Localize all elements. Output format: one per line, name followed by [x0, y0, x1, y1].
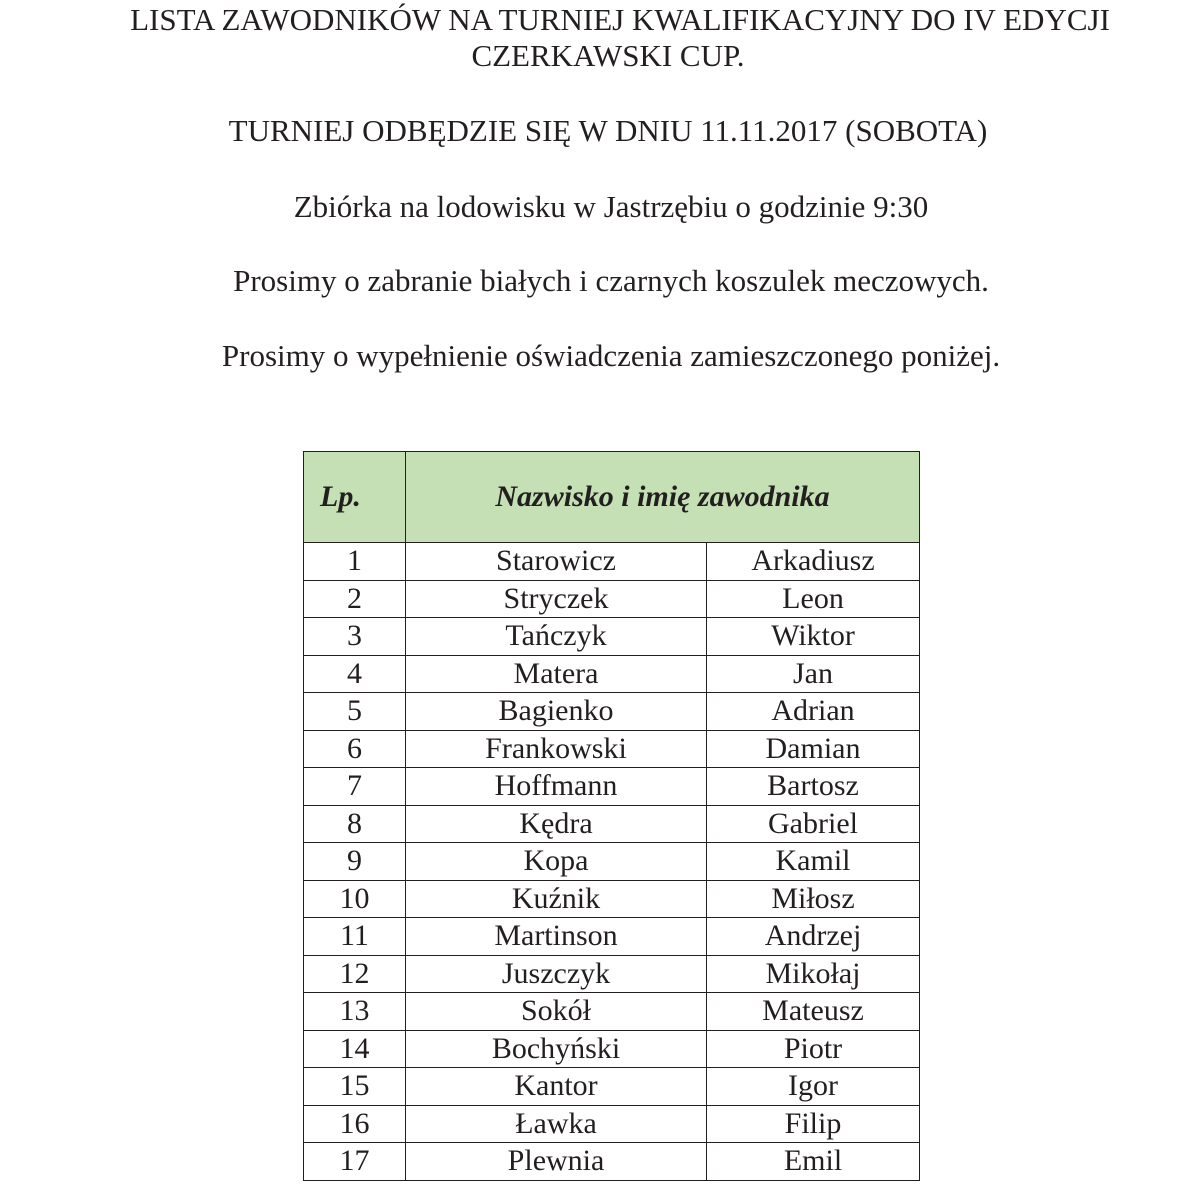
row-number: 8	[304, 805, 406, 843]
row-surname: Stryczek	[406, 580, 707, 618]
table-row	[304, 993, 920, 1031]
table-row	[304, 655, 920, 693]
row-surname: Martinson	[406, 918, 707, 956]
row-first-name: Miłosz	[707, 880, 920, 918]
table-body	[304, 543, 920, 1181]
row-surname: Plewnia	[406, 1143, 707, 1181]
row-first-name: Wiktor	[707, 618, 920, 656]
meeting-info: Zbiórka na lodowisku w Jastrzębiu o godzinie 9:30	[293, 189, 929, 224]
row-number: 15	[304, 1068, 406, 1106]
table-row	[304, 955, 920, 993]
row-first-name: Filip	[707, 1105, 920, 1143]
row-surname: Sokół	[406, 993, 707, 1031]
row-surname: Starowicz	[406, 543, 707, 581]
row-number: 9	[304, 843, 406, 881]
row-number: 1	[304, 543, 406, 581]
row-surname: Ławka	[406, 1105, 707, 1143]
table-row	[304, 1068, 920, 1106]
row-first-name: Gabriel	[707, 805, 920, 843]
table-row	[304, 805, 920, 843]
players-table	[303, 451, 920, 1181]
row-number: 12	[304, 955, 406, 993]
row-number: 17	[304, 1143, 406, 1181]
row-number: 16	[304, 1105, 406, 1143]
table-row	[304, 730, 920, 768]
row-first-name: Mateusz	[707, 993, 920, 1031]
table-row	[304, 618, 920, 656]
row-surname: Bagienko	[406, 693, 707, 731]
row-surname: Kopa	[406, 843, 707, 881]
row-number: 10	[304, 880, 406, 918]
table-row	[304, 1143, 920, 1181]
row-surname: Matera	[406, 655, 707, 693]
header-name: Nazwisko i imię zawodnika	[406, 452, 920, 543]
row-number: 4	[304, 655, 406, 693]
title-line-2: CZERKAWSKI CUP.	[471, 38, 745, 73]
table-row	[304, 880, 920, 918]
row-surname: Kuźnik	[406, 880, 707, 918]
row-first-name: Adrian	[707, 693, 920, 731]
row-surname: Frankowski	[406, 730, 707, 768]
table-row	[304, 580, 920, 618]
table-row	[304, 768, 920, 806]
row-number: 7	[304, 768, 406, 806]
row-first-name: Mikołaj	[707, 955, 920, 993]
row-surname: Kędra	[406, 805, 707, 843]
row-surname: Hoffmann	[406, 768, 707, 806]
tournament-date: TURNIEJ ODBĘDZIE SIĘ W DNIU 11.11.2017 (SOBOTA)	[228, 113, 988, 148]
row-surname: Tańczyk	[406, 618, 707, 656]
row-first-name: Damian	[707, 730, 920, 768]
row-first-name: Jan	[707, 655, 920, 693]
row-number: 14	[304, 1030, 406, 1068]
row-surname: Kantor	[406, 1068, 707, 1106]
row-first-name: Emil	[707, 1143, 920, 1181]
row-surname: Bochyński	[406, 1030, 707, 1068]
table-row	[304, 1105, 920, 1143]
title-line-1: LISTA ZAWODNIKÓW NA TURNIEJ KWALIFIKACYJNY DO IV EDYCJI	[130, 2, 1110, 37]
row-first-name: Piotr	[707, 1030, 920, 1068]
header-lp: Lp.	[304, 452, 406, 543]
table-header-row	[304, 452, 920, 543]
row-number: 13	[304, 993, 406, 1031]
row-number: 11	[304, 918, 406, 956]
row-number: 3	[304, 618, 406, 656]
row-number: 5	[304, 693, 406, 731]
table-row	[304, 1030, 920, 1068]
table-row	[304, 543, 920, 581]
table-row	[304, 843, 920, 881]
row-first-name: Leon	[707, 580, 920, 618]
row-first-name: Bartosz	[707, 768, 920, 806]
row-number: 2	[304, 580, 406, 618]
jerseys-info: Prosimy o zabranie białych i czarnych koszulek meczowych.	[233, 263, 989, 298]
row-first-name: Kamil	[707, 843, 920, 881]
table-row	[304, 918, 920, 956]
declaration-info: Prosimy o wypełnienie oświadczenia zamieszczonego poniżej.	[221, 338, 1001, 373]
row-first-name: Arkadiusz	[707, 543, 920, 581]
row-first-name: Andrzej	[707, 918, 920, 956]
row-surname: Juszczyk	[406, 955, 707, 993]
table-row	[304, 693, 920, 731]
row-first-name: Igor	[707, 1068, 920, 1106]
row-number: 6	[304, 730, 406, 768]
